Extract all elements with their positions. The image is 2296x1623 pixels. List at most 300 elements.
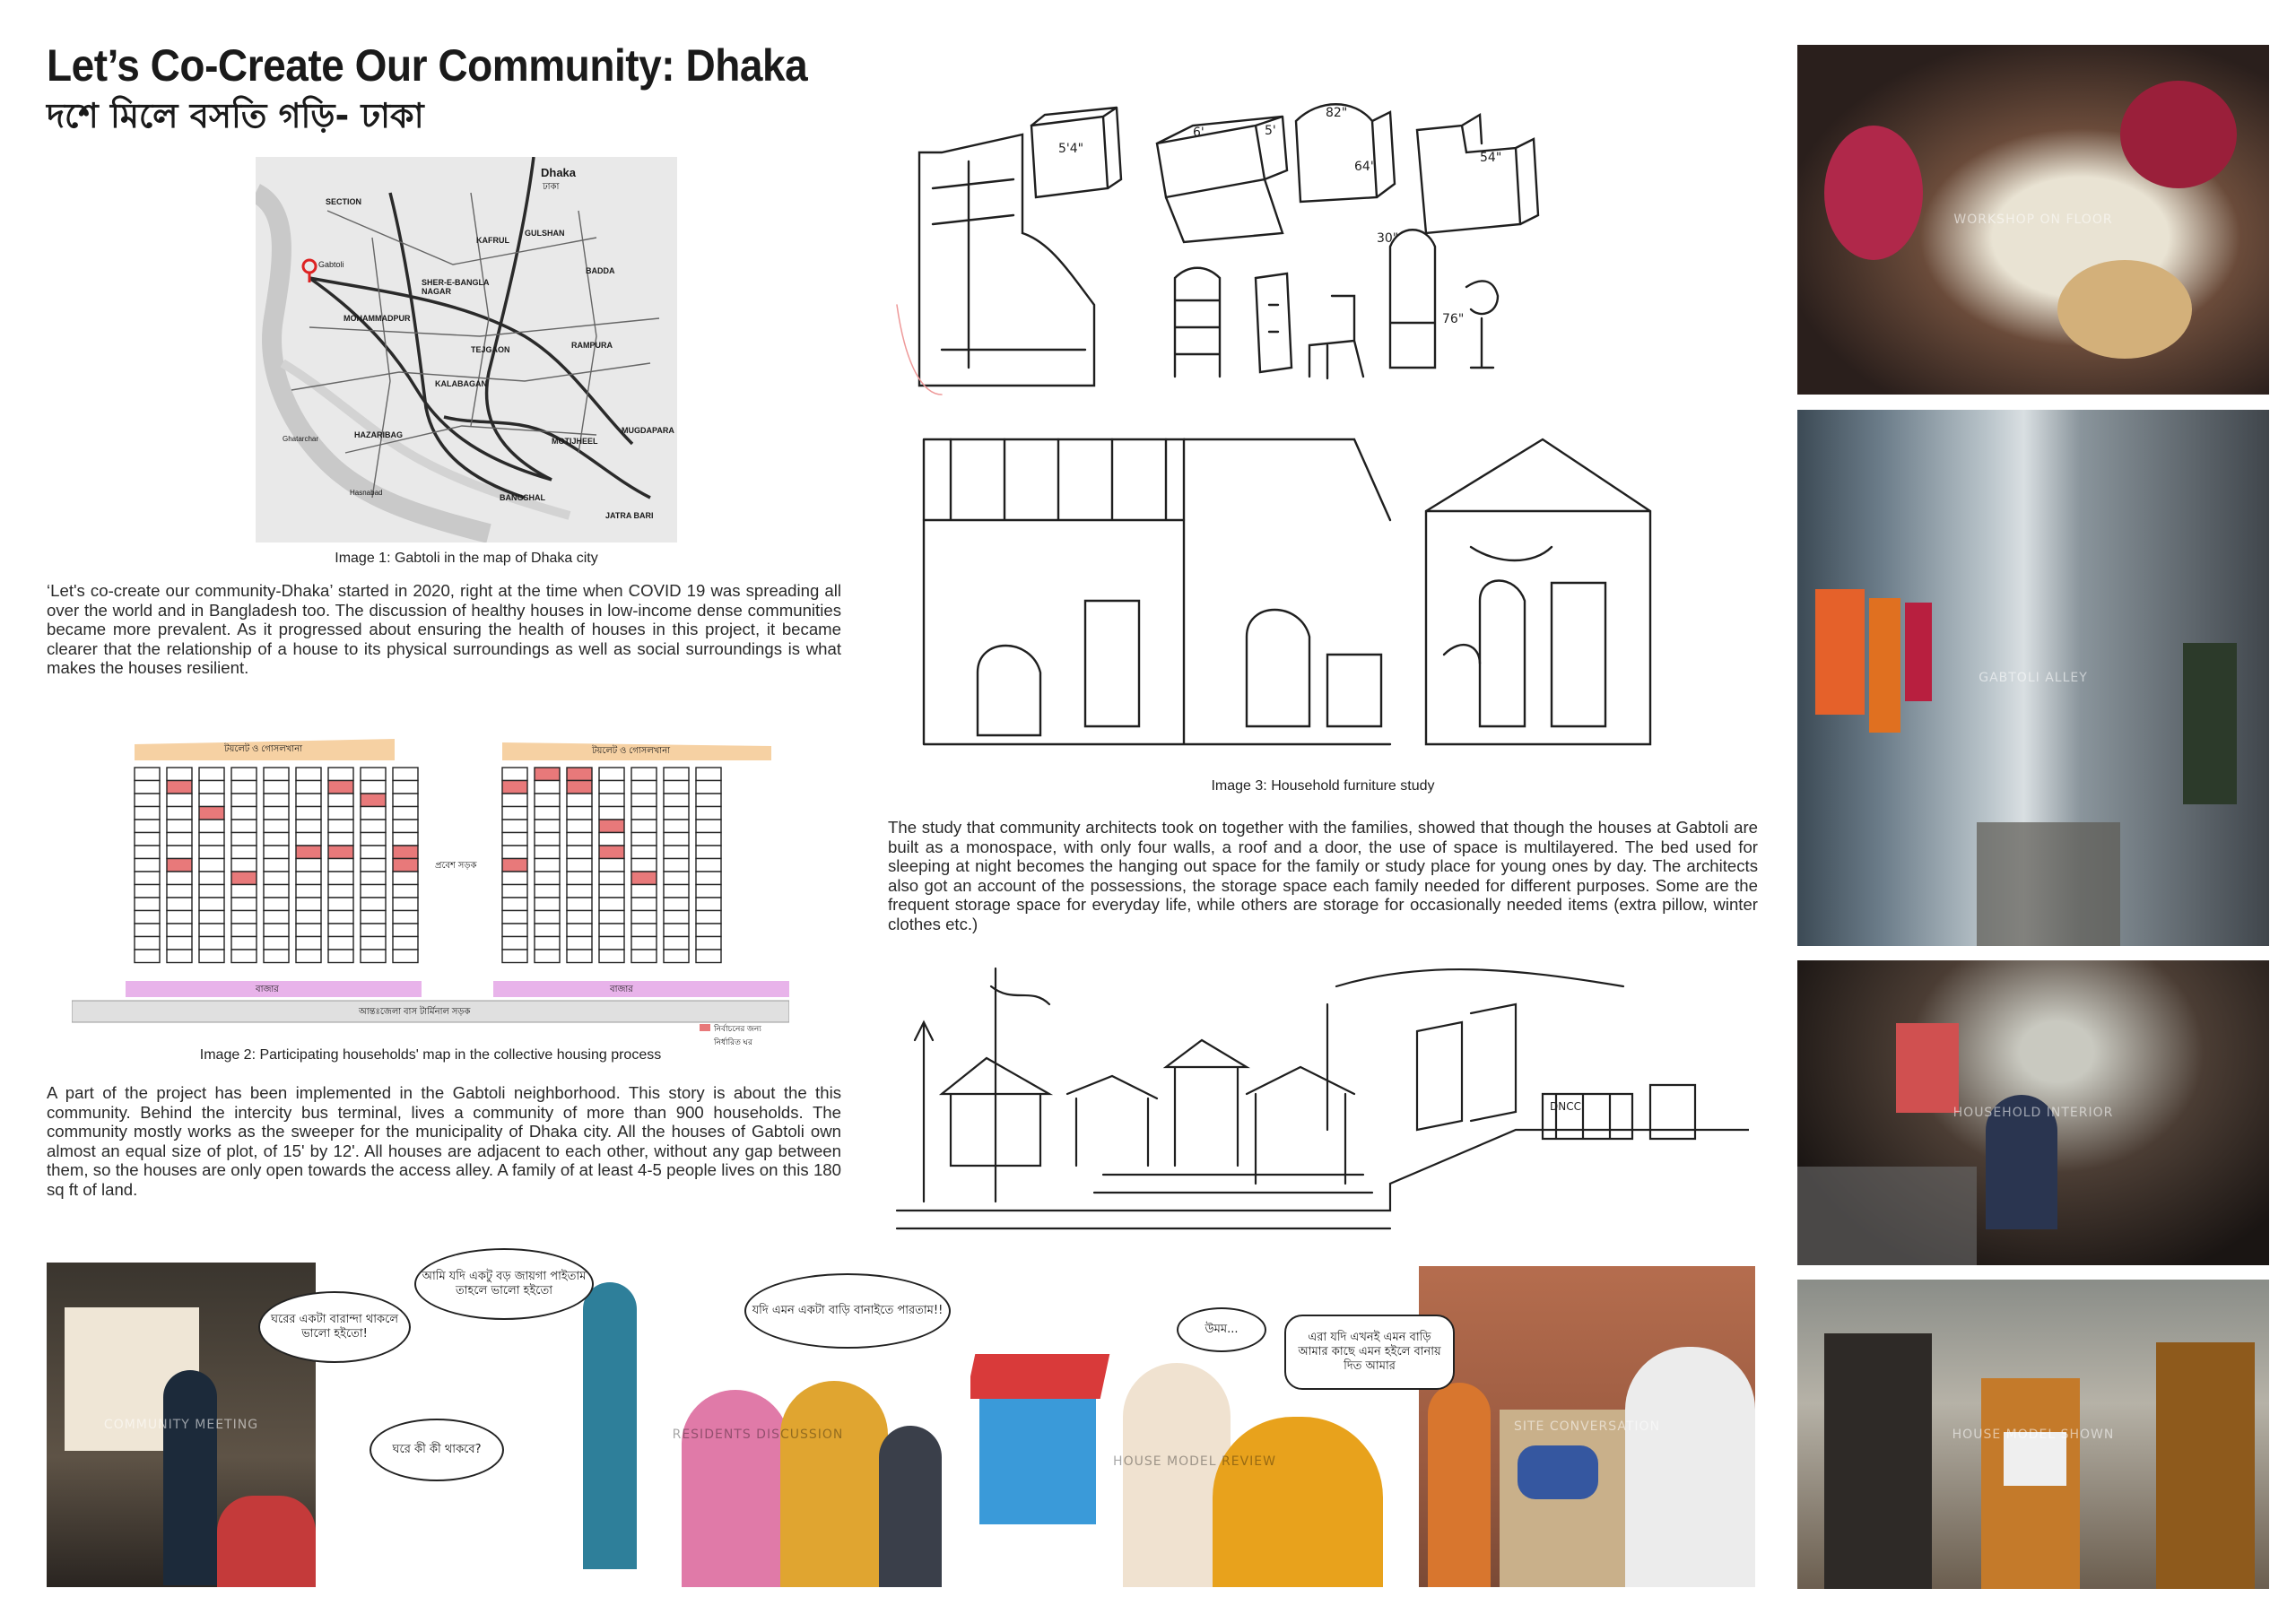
household-cell (393, 794, 418, 807)
photo3-bed (1797, 1167, 1977, 1265)
household-cell (599, 911, 624, 924)
household-cell (502, 794, 527, 807)
household-cell (631, 950, 657, 963)
map-label-kafrul: KAFRUL (476, 236, 509, 245)
household-cell (567, 794, 592, 807)
map-label-sher-e-bangla: SHER-E-BANGLA NAGAR (422, 278, 490, 296)
cutout4-bag (1518, 1445, 1598, 1499)
household-cell (535, 885, 560, 898)
household-cell (199, 885, 224, 898)
household-cell (328, 898, 353, 911)
household-cell (696, 872, 721, 885)
household-cell (264, 768, 289, 781)
household-cell (264, 885, 289, 898)
cutout3-model-roof (970, 1354, 1109, 1399)
household-cell (328, 911, 353, 924)
selected-household-cell (328, 846, 353, 859)
household-cell (664, 924, 689, 937)
cutout1-figure (163, 1370, 217, 1585)
household-cell (664, 937, 689, 950)
household-cell (599, 924, 624, 937)
legend-label: নির্বাচনের জন্য নির্ধারিত ঘর (714, 1024, 761, 1046)
household-cell (696, 950, 721, 963)
household-cell (135, 833, 160, 846)
page-title: Let’s Co-Create Our Community: Dhaka (47, 40, 808, 91)
household-cell (535, 846, 560, 859)
household-cell (296, 911, 321, 924)
household-cell (135, 924, 160, 937)
bazar-label-left: বাজার (256, 985, 279, 994)
cutout4-woman (1428, 1383, 1491, 1587)
photo4-man-left (1824, 1333, 1932, 1589)
bazar-label-right: বাজার (610, 985, 633, 994)
household-cell (135, 807, 160, 820)
dim-label-7: 30" (1377, 231, 1399, 246)
block-label-right: টয়লেট ও গোসলখানা (592, 746, 671, 756)
household-cell (535, 924, 560, 937)
cutout2-woman-yellow (780, 1381, 888, 1587)
household-cell (231, 781, 257, 794)
household-cell (167, 794, 192, 807)
household-cell (231, 911, 257, 924)
cutout-site-conversation (1419, 1266, 1755, 1587)
household-cell (296, 820, 321, 833)
household-cell (296, 924, 321, 937)
photo3-label: HOUSEHOLD INTERIOR (1952, 1106, 2114, 1120)
household-cell (664, 846, 689, 859)
household-cell (599, 833, 624, 846)
access-road-label: প্রবেশ সড়ক (435, 861, 477, 871)
household-cell (664, 794, 689, 807)
household-cell (631, 924, 657, 937)
household-cell (696, 833, 721, 846)
households-map (72, 733, 789, 1046)
household-cell (502, 846, 527, 859)
household-cell (696, 885, 721, 898)
household-cell (664, 898, 689, 911)
photo2-cloth-orange-2 (1869, 598, 1900, 733)
map-label-section: SECTION (326, 197, 362, 206)
image2-caption: Image 2: Participating households' map in the collective housing process (199, 1047, 662, 1063)
household-cell (696, 924, 721, 937)
household-cell (296, 937, 321, 950)
household-cell (502, 937, 527, 950)
household-cell (167, 846, 192, 859)
household-cell (264, 937, 289, 950)
household-cell (664, 911, 689, 924)
household-cell (264, 833, 289, 846)
cutout4-group (1625, 1347, 1755, 1587)
household-cell (502, 950, 527, 963)
household-cell (361, 911, 386, 924)
cutout3-woman (1213, 1417, 1383, 1587)
household-cell (664, 833, 689, 846)
photo-house-model-shown (1797, 1280, 2269, 1589)
map-label-gulshan: GULSHAN (525, 229, 565, 238)
household-cell (393, 898, 418, 911)
household-cell (502, 768, 527, 781)
household-cell (135, 768, 160, 781)
household-cell (535, 820, 560, 833)
household-cell (231, 768, 257, 781)
household-cell (361, 872, 386, 885)
household-cell (567, 846, 592, 859)
household-cell (696, 768, 721, 781)
household-cell (167, 768, 192, 781)
household-cell (328, 924, 353, 937)
household-cell (361, 833, 386, 846)
household-cell (567, 859, 592, 872)
household-cell (599, 872, 624, 885)
household-cell (328, 833, 353, 846)
household-cell (696, 794, 721, 807)
household-cell (664, 885, 689, 898)
household-cell (328, 950, 353, 963)
household-cell (361, 898, 386, 911)
household-cell (696, 807, 721, 820)
household-cell (361, 937, 386, 950)
household-cell (167, 911, 192, 924)
household-cell (264, 794, 289, 807)
furniture-study-sketch (888, 99, 1758, 771)
household-cell (296, 885, 321, 898)
households-grid-graphic (72, 733, 789, 1038)
household-cell (631, 807, 657, 820)
main-road-label: আন্তঃজেলা বাস টার্মিনাল সড়ক (359, 1007, 471, 1017)
intro-paragraph: ‘Let's co-create our community-Dhaka’ started in 2020, right at the time when COVID 19 was spreading all over the world and in Bangladesh too. The discussion of healthy houses in low-income dense communities became more prevalent. As it progressed about ensuring the health of houses in this project, it became clearer that the relationship of a house to its physical surroundings as well as social surroundings is what makes the houses resilient. (47, 581, 841, 678)
household-cell (393, 820, 418, 833)
household-cell (696, 846, 721, 859)
household-cell (361, 846, 386, 859)
street-sign-dncc: DNCC (1550, 1100, 1581, 1113)
household-cell (567, 807, 592, 820)
household-cell (502, 898, 527, 911)
household-cell (535, 807, 560, 820)
household-cell (631, 781, 657, 794)
household-cell (535, 859, 560, 872)
map-label-ghatarchar: Ghatarchar (283, 435, 319, 443)
household-cell (361, 820, 386, 833)
household-cell (296, 859, 321, 872)
household-cell (535, 911, 560, 924)
household-cell (664, 807, 689, 820)
household-cell (135, 820, 160, 833)
household-cell (135, 781, 160, 794)
household-cell (631, 885, 657, 898)
household-cell (231, 950, 257, 963)
household-cell (167, 937, 192, 950)
map-label-rampura: RAMPURA (571, 341, 613, 350)
selected-household-cell (167, 781, 192, 794)
selected-household-cell (231, 872, 257, 885)
household-cell (567, 885, 592, 898)
map-label-kalabagan: KALABAGAN (435, 379, 487, 388)
household-cell (664, 820, 689, 833)
household-cell (535, 898, 560, 911)
household-cell (567, 820, 592, 833)
selected-household-cell (567, 781, 592, 794)
cutout1-label: COMMUNITY MEETING (103, 1418, 259, 1432)
photo2-cloth-dark (2183, 643, 2237, 804)
household-cell (631, 859, 657, 872)
map-label-mugdapara: MUGDAPARA (622, 426, 674, 435)
photo-floor-workshop (1797, 45, 2269, 395)
household-cell (393, 781, 418, 794)
dim-label-5: 64" (1354, 160, 1377, 174)
street-sketch-graphic (888, 950, 1749, 1237)
household-cell (296, 768, 321, 781)
photo2-cloth-red (1905, 603, 1932, 701)
selected-household-cell (567, 768, 592, 781)
household-cell (631, 768, 657, 781)
household-cell (696, 911, 721, 924)
household-cell (231, 846, 257, 859)
household-cell (199, 950, 224, 963)
dim-label-8: 76" (1442, 312, 1465, 326)
household-cell (599, 950, 624, 963)
household-cell (696, 820, 721, 833)
household-cell (199, 924, 224, 937)
household-cell (167, 820, 192, 833)
household-cell (664, 768, 689, 781)
map-label-mohammadpur: MOHAMMADPUR (344, 314, 411, 323)
household-cell (135, 937, 160, 950)
household-cell (361, 807, 386, 820)
household-cell (567, 833, 592, 846)
household-cell (567, 911, 592, 924)
street-section-sketch (888, 950, 1749, 1237)
selected-household-cell (393, 859, 418, 872)
household-cell (631, 911, 657, 924)
photo2-cloth-orange (1815, 589, 1865, 715)
household-cell (664, 872, 689, 885)
household-cell (231, 898, 257, 911)
household-cell (167, 885, 192, 898)
household-cell (361, 950, 386, 963)
household-cell (567, 924, 592, 937)
map-label-hasnabad: Hasnabad (350, 489, 383, 497)
household-cell (264, 820, 289, 833)
household-cell (502, 833, 527, 846)
dim-label-1: 5'4" (1058, 142, 1084, 156)
dim-label-2: 6' (1193, 126, 1205, 140)
household-cell (135, 794, 160, 807)
selected-household-cell (328, 781, 353, 794)
photo1-figure-c (2057, 260, 2192, 359)
household-cell (696, 937, 721, 950)
selected-household-cell (631, 872, 657, 885)
household-cell (264, 807, 289, 820)
household-cell (393, 872, 418, 885)
household-cell (296, 950, 321, 963)
household-cell (567, 872, 592, 885)
household-cell (264, 846, 289, 859)
household-cell (664, 950, 689, 963)
household-cell (296, 898, 321, 911)
household-cell (231, 833, 257, 846)
household-cell (135, 859, 160, 872)
map-label-gabtoli: Gabtoli (318, 260, 344, 269)
household-cell (535, 937, 560, 950)
household-cell (199, 898, 224, 911)
household-cell (599, 768, 624, 781)
map-label-bangshal: BANGSHAL (500, 493, 545, 502)
study-paragraph: The study that community architects took on together with the families, showed that though the houses at Gabtoli are built as a monospace, with only four walls, a roof and a door, the use of space is multilayered. The bed used for sleeping at night becomes the hanging out space for the family or study place for young ones by day. The architects also got an account of the possessions, the storage space each family needed for different purposes. Some are the frequent storage space for everyday life, while others are storage for occasionally needed items (extra pillow, winter clothes etc.) (888, 818, 1758, 933)
household-cell (599, 937, 624, 950)
cutout2-woman-pink (682, 1390, 789, 1587)
household-cell (502, 820, 527, 833)
cutout2-label: RESIDENTS DISCUSSION (672, 1428, 844, 1442)
cutout2-woman-dark (879, 1426, 942, 1587)
household-cell (599, 781, 624, 794)
furniture-sketch-graphic (888, 99, 1758, 771)
household-cell (631, 846, 657, 859)
selected-household-cell (599, 846, 624, 859)
image1-caption: Image 1: Gabtoli in the map of Dhaka city (335, 551, 598, 566)
speech-bubble-6: এরা যদি এখনই এমন বাড়ি আমার কাছে এমন হইলে বানায় দিত আমার (1284, 1315, 1455, 1390)
dim-label-4: 82" (1326, 106, 1348, 120)
selected-household-cell (296, 846, 321, 859)
image3-caption: Image 3: Household furniture study (1211, 778, 1435, 794)
household-cell (631, 794, 657, 807)
dhaka-map (256, 157, 677, 542)
selected-household-cell (199, 807, 224, 820)
map-label-city-bn: ঢাকা (543, 182, 560, 192)
household-cell (535, 872, 560, 885)
map-label-hazaribag: HAZARIBAG (354, 430, 403, 439)
photo-gabtoli-alley (1797, 410, 2269, 946)
household-cell (231, 885, 257, 898)
household-cell (328, 807, 353, 820)
household-cell (199, 820, 224, 833)
household-cell (167, 950, 192, 963)
household-cell (264, 924, 289, 937)
household-cell (264, 950, 289, 963)
household-cell (328, 885, 353, 898)
household-cell (567, 937, 592, 950)
household-cell (502, 885, 527, 898)
selected-household-cell (393, 846, 418, 859)
selected-household-cell (535, 768, 560, 781)
household-cell (535, 794, 560, 807)
household-cell (199, 781, 224, 794)
household-cell (696, 859, 721, 872)
household-cell (199, 794, 224, 807)
cutout2-man (583, 1282, 637, 1569)
household-cell (502, 911, 527, 924)
map-label-badda: BADDA (586, 266, 615, 275)
household-cell (599, 859, 624, 872)
household-cell (328, 872, 353, 885)
household-cell (328, 820, 353, 833)
household-cell (502, 924, 527, 937)
cutout3-model-body (979, 1399, 1096, 1524)
household-cell (361, 885, 386, 898)
selected-household-cell (502, 859, 527, 872)
photo1-figure-b (2120, 81, 2237, 188)
photo1-figure-a (1824, 126, 1923, 260)
household-cell (664, 781, 689, 794)
selected-household-cell (167, 859, 192, 872)
household-cell (393, 833, 418, 846)
household-cell (599, 898, 624, 911)
household-cell (296, 807, 321, 820)
household-cell (167, 924, 192, 937)
household-cell (328, 794, 353, 807)
map-roads-graphic (256, 157, 677, 542)
household-cell (135, 872, 160, 885)
map-label-motijheel: MOTIJHEEL (552, 437, 598, 446)
photo2-ground (1977, 822, 2120, 946)
household-cell (664, 859, 689, 872)
household-cell (167, 872, 192, 885)
household-cell (199, 833, 224, 846)
household-cell (361, 859, 386, 872)
page-subtitle-bangla: দশে মিলে বসতি গড়ি- ঢাকা (47, 96, 424, 135)
household-cell (599, 807, 624, 820)
household-cell (328, 937, 353, 950)
map-label-jatrabari: JATRA BARI (605, 511, 654, 520)
household-cell (631, 898, 657, 911)
household-cell (393, 768, 418, 781)
photo4-label: HOUSE MODEL SHOWN (1952, 1427, 2115, 1442)
household-cell (167, 898, 192, 911)
photo4-man-right (2156, 1342, 2255, 1589)
household-cell (296, 781, 321, 794)
dim-label-3: 5' (1265, 124, 1276, 138)
household-cell (231, 859, 257, 872)
household-cell (599, 885, 624, 898)
household-cell (393, 807, 418, 820)
household-cell (328, 859, 353, 872)
selected-household-cell (361, 794, 386, 807)
household-cell (361, 924, 386, 937)
household-cell (631, 820, 657, 833)
household-cell (135, 846, 160, 859)
household-cell (296, 794, 321, 807)
household-cell (135, 885, 160, 898)
speech-bubble-1: ঘরের একটা বারান্দা থাকলে ভালো হইতো! (258, 1291, 411, 1363)
household-cell (264, 872, 289, 885)
story-paragraph: A part of the project has been implemented in the Gabtoli neighborhood. This story is about the this community. Behind the intercity bus terminal, lives a community of more than 900 households. The community mostly works as the sweeper for the municipality of Dhaka city. All the houses of Gabtoli own almost an equal size of plot, of 15' by 12'. All houses are adjacent to each other, without any gap between them, so the houses are only open towards the access alley. A family of at least 4-5 people lives on this 180 sq ft of land. (47, 1083, 841, 1199)
map-label-tejgaon: TEJGAON (471, 345, 510, 354)
household-cell (264, 781, 289, 794)
household-cell (135, 950, 160, 963)
block-label-left: টয়লেট ও গোসলখানা (224, 744, 303, 754)
household-cell (502, 807, 527, 820)
household-cell (264, 898, 289, 911)
household-cell (393, 937, 418, 950)
household-cell (296, 833, 321, 846)
household-cell (599, 794, 624, 807)
household-cell (231, 820, 257, 833)
household-cell (231, 794, 257, 807)
household-cell (393, 950, 418, 963)
speech-bubble-4: যদি এমন একটা বাড়ি বানাইতে পারতাম!! (744, 1273, 951, 1349)
household-cell (502, 872, 527, 885)
dim-label-6: 54" (1480, 151, 1502, 165)
household-cell (631, 833, 657, 846)
household-cell (264, 859, 289, 872)
cutout1-women (217, 1496, 316, 1587)
photo1-label: WORKSHOP ON FLOOR (1953, 213, 2113, 227)
household-cell (231, 937, 257, 950)
household-cell (296, 872, 321, 885)
household-cell (199, 768, 224, 781)
household-cell (231, 924, 257, 937)
household-cell (696, 781, 721, 794)
household-cell (535, 950, 560, 963)
